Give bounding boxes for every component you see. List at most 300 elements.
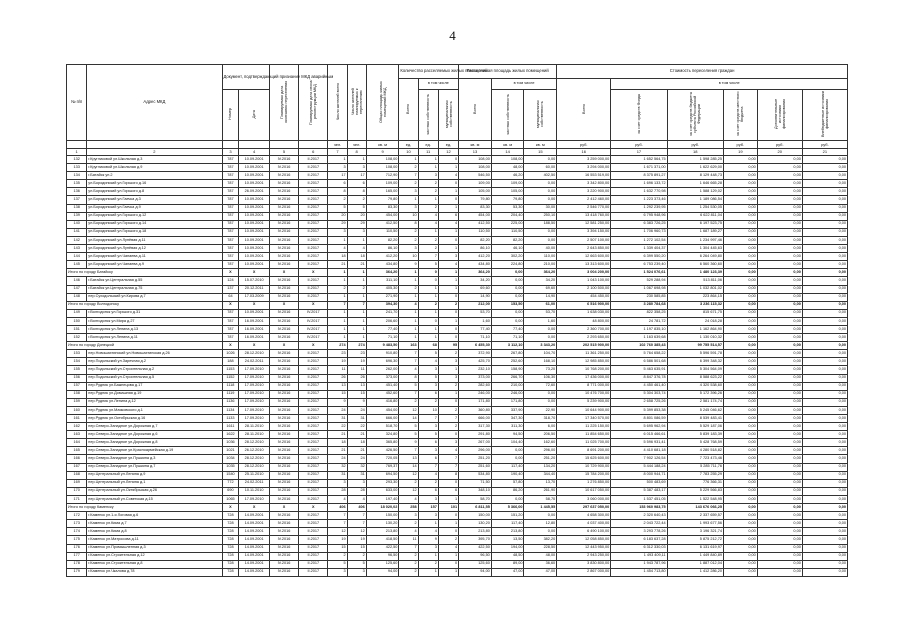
table-cell: 0,00: [757, 366, 802, 374]
table-cell: 17.09.2010: [239, 366, 269, 374]
table-cell: 13: [328, 382, 347, 390]
table-cell: 145: [67, 261, 87, 269]
table-cell: 159: [67, 398, 87, 406]
table-cell: 0,00: [757, 415, 802, 423]
table-cell: 0,00: [491, 447, 524, 455]
table-cell: 251,20: [459, 455, 492, 463]
header-cnt-in-that: в том числе: [418, 79, 459, 90]
table-cell: 1 622 629,00: [667, 164, 723, 172]
table-cell: IV.2016: [269, 382, 298, 390]
table-cell: 0,00: [757, 180, 802, 188]
table-cell: 117,40: [491, 520, 524, 528]
table-cell: 99 755 514,57: [667, 342, 723, 350]
table-cell: 434,80: [366, 261, 399, 269]
table-cell: 9 483,50: [366, 342, 399, 350]
table-cell: 296,00: [524, 447, 557, 455]
table-cell: 9: [418, 536, 438, 544]
table-cell: 787: [222, 156, 239, 164]
table-cell: IV.2017: [299, 325, 328, 333]
table-cell: 1 043 100,00: [557, 277, 611, 285]
table-cell: 82,20: [491, 236, 524, 244]
table-cell: 6 399 348,32: [667, 358, 723, 366]
header-cost-local: за счет средств местного бюджета: [723, 90, 757, 141]
unit-cell: чел.: [328, 141, 347, 149]
table-cell: X: [299, 269, 328, 277]
table-cell: 2: [418, 236, 438, 244]
table-cell: IV.2016: [269, 293, 298, 301]
table-cell: 6 795 948,96: [611, 212, 667, 220]
address-cell: пер.Центральный ул.Ленина д.1: [87, 479, 222, 487]
table-cell: 29: [347, 220, 366, 228]
table-row: [67, 431, 848, 439]
table-cell: 12 581 250,00: [557, 220, 611, 228]
table-cell: 206,60: [366, 317, 399, 325]
table-cell: 83,30: [459, 204, 492, 212]
table-cell: 0: [438, 180, 458, 188]
table-cell: 4: [347, 495, 366, 503]
table-cell: 163: [399, 342, 418, 350]
table-cell: 0,00: [802, 374, 847, 382]
table-cell: 10.09.2001: [239, 212, 269, 220]
table-cell: 11: [399, 536, 418, 544]
table-cell: 772: [222, 479, 239, 487]
table-cell: 73,20: [524, 366, 557, 374]
table-cell: 61,00: [524, 301, 557, 309]
table-cell: 4: [438, 261, 458, 269]
address-cell: г.Батайск ул.Центральная д.75: [87, 285, 222, 293]
table-row: [67, 423, 848, 431]
table-cell: 0,00: [723, 293, 757, 301]
table-cell: 1: [399, 293, 418, 301]
table-cell: 4: [399, 366, 418, 374]
table-cell: 8: [438, 471, 458, 479]
table-cell: 130,20: [366, 520, 399, 528]
table-row: [67, 236, 848, 244]
table-cell: 0,00: [491, 269, 524, 277]
table-cell: 24: [328, 406, 347, 414]
table-cell: 274: [347, 342, 366, 350]
table-cell: 1: [438, 228, 458, 236]
table-cell: 0,00: [802, 228, 847, 236]
table-cell: IV.2016: [269, 350, 298, 358]
table-cell: 0,00: [723, 447, 757, 455]
table-cell: 12 985 850,00: [557, 358, 611, 366]
table-cell: 28.12.2010: [239, 463, 269, 471]
table-cell: 0,00: [802, 325, 847, 333]
address-cell: пер.Северо-Западное ул.Пушкина д.3: [87, 455, 222, 463]
table-cell: 0,00: [802, 293, 847, 301]
table-cell: 0,00: [757, 245, 802, 253]
table-cell: 10.09.2001: [239, 164, 269, 172]
table-cell: X: [239, 504, 269, 512]
table-cell: 7: [418, 253, 438, 261]
table-cell: 0,00: [723, 406, 757, 414]
table-cell: 0,00: [723, 285, 757, 293]
table-cell: 89,00: [491, 560, 524, 568]
table-cell: 13 418 760,00: [557, 212, 611, 220]
table-cell: 5 463 635,91: [611, 366, 667, 374]
table-cell: 1: [418, 293, 438, 301]
column-number-cell: 15: [524, 149, 557, 156]
table-cell: 0,00: [723, 455, 757, 463]
table-cell: 178: [67, 560, 87, 568]
table-row: [67, 358, 848, 366]
table-cell: 3 394 150,00: [557, 228, 611, 236]
table-cell: 1: [328, 325, 347, 333]
table-cell: IV.2016: [269, 325, 298, 333]
header-address: Адрес МКД: [87, 65, 222, 141]
table-cell: 24: [347, 455, 366, 463]
table-cell: 1: [328, 269, 347, 277]
table-cell: 5 245 046,62: [667, 406, 723, 414]
table-cell: 0,00: [723, 382, 757, 390]
table-cell: 0,00: [491, 309, 524, 317]
table-cell: 6 753 239,40: [611, 261, 667, 269]
table-row: [67, 406, 848, 414]
table-cell: 36,60: [524, 560, 557, 568]
table-cell: X: [299, 504, 328, 512]
table-cell: 11 361 250,00: [557, 350, 611, 358]
table-cell: 0,00: [757, 504, 802, 512]
table-cell: 4 320 538,60: [667, 382, 723, 390]
table-row: [67, 520, 848, 528]
table-cell: 24.02.2011: [239, 479, 269, 487]
table-cell: X: [269, 301, 298, 309]
table-cell: 2: [399, 560, 418, 568]
column-number-cell: 8: [347, 149, 366, 156]
table-cell: 0,00: [723, 536, 757, 544]
table-cell: 1035: [222, 463, 239, 471]
table-cell: 1: [418, 196, 438, 204]
table-cell: 0,00: [723, 512, 757, 520]
table-cell: 7: [328, 512, 347, 520]
table-cell: II.2017: [299, 463, 328, 471]
table-cell: II.2017: [299, 212, 328, 220]
unit-cell: ед.: [418, 141, 438, 149]
table-cell: 0,00: [757, 285, 802, 293]
table-cell: 0,00: [757, 439, 802, 447]
header-area-group: Расселяемая площадь жилых помещений: [459, 65, 557, 79]
table-cell: 2: [418, 204, 438, 212]
table-cell: 0,00: [802, 156, 847, 164]
table-cell: 13: [347, 382, 366, 390]
table-cell: 0,00: [757, 301, 802, 309]
table-cell: 158: [67, 390, 87, 398]
table-cell: 1: [418, 156, 438, 164]
table-cell: 14.09.2001: [239, 520, 269, 528]
table-cell: 0,00: [491, 495, 524, 503]
table-cell: 1 223 373,46: [611, 196, 667, 204]
table-cell: 7: [399, 544, 418, 552]
table-cell: 108,00: [459, 164, 492, 172]
unit-cell: чел.: [347, 141, 366, 149]
address-cell: г.Батайск ул.Центральная д.55: [87, 277, 222, 285]
table-cell: 6: [418, 487, 438, 495]
table-cell: 155: [67, 366, 87, 374]
table-cell: 8 771 000,00: [557, 382, 611, 390]
table-cell: 6 586 501,68: [611, 358, 667, 366]
table-cell: 0,00: [757, 236, 802, 244]
address-cell: пер.Новошахтинский ул.Новошахтинская д.26: [87, 350, 222, 358]
table-cell: 0,00: [757, 350, 802, 358]
table-cell: 1: [438, 204, 458, 212]
table-cell: 0,00: [723, 212, 757, 220]
table-cell: 0,00: [723, 544, 757, 552]
table-cell: 79,80: [459, 196, 492, 204]
table-cell: 10 617 050,00: [557, 487, 611, 495]
table-cell: 0,00: [723, 220, 757, 228]
table-cell: 3: [438, 253, 458, 261]
address-cell: пер.Рудник ул.Ленина д.12: [87, 398, 222, 406]
table-cell: 1: [418, 552, 438, 560]
table-cell: 0,00: [757, 253, 802, 261]
table-cell: 28.12.2010: [239, 439, 269, 447]
table-cell: 17.09.2010: [239, 495, 269, 503]
table-cell: 7: [399, 172, 418, 180]
table-cell: 213,80: [491, 528, 524, 536]
table-cell: 1: [438, 495, 458, 503]
table-cell: 94,50: [491, 431, 524, 439]
table-cell: 1: [399, 156, 418, 164]
table-cell: 21: [347, 261, 366, 269]
table-cell: 1: [438, 568, 458, 576]
table-cell: IV.2016: [269, 447, 298, 455]
table-cell: 18: [347, 439, 366, 447]
table-cell: 0,00: [757, 463, 802, 471]
table-cell: IV.2016: [269, 188, 298, 196]
table-cell: 9: [347, 398, 366, 406]
table-cell: X: [222, 301, 239, 309]
unit-cell: [222, 141, 239, 149]
table-cell: 2: [399, 164, 418, 172]
table-cell: 0,00: [757, 431, 802, 439]
table-cell: 2: [438, 350, 458, 358]
table-cell: 77,40: [366, 325, 399, 333]
table-cell: 0,00: [802, 455, 847, 463]
table-cell: 16.09.2001: [239, 334, 269, 342]
table-cell: 17.09.2010: [239, 415, 269, 423]
column-number-cell: 16: [557, 149, 611, 156]
table-cell: 3: [347, 479, 366, 487]
table-cell: 360,80: [459, 406, 492, 414]
table-cell: 3 196 321,74: [667, 528, 723, 536]
table-cell: 172: [67, 512, 87, 520]
table-cell: 16.09.2001: [239, 317, 269, 325]
address-cell: пер.Центральный ул.Октябрьская д.26: [87, 487, 222, 495]
table-cell: 1: [347, 309, 366, 317]
table-cell: 0,00: [723, 236, 757, 244]
table-cell: 16 553 519,00: [557, 172, 611, 180]
table-cell: 143 676 066,25: [667, 504, 723, 512]
table-cell: 8: [347, 188, 366, 196]
table-cell: IV.2016: [269, 463, 298, 471]
table-cell: 57,80: [491, 479, 524, 487]
table-cell: 546,50: [459, 172, 492, 180]
table-cell: 34,20: [459, 277, 492, 285]
table-cell: 1: [438, 317, 458, 325]
table-cell: 2: [347, 285, 366, 293]
table-cell: 14.09.2001: [239, 568, 269, 576]
table-cell: 23: [328, 350, 347, 358]
unit-cell: [269, 141, 298, 149]
unit-cell: руб.: [611, 141, 667, 149]
table-row: [67, 455, 848, 463]
table-cell: 787: [222, 188, 239, 196]
table-cell: 1: [438, 366, 458, 374]
table-cell: 12: [399, 487, 418, 495]
table-cell: 1 706 960,73: [611, 228, 667, 236]
table-cell: 0,00: [723, 439, 757, 447]
column-number-cell: 2: [87, 149, 222, 156]
address-cell: г.Волгодонск ул.Горького д.31: [87, 309, 222, 317]
table-cell: 6: [418, 455, 438, 463]
header-cost-extra: Дополнительные источники финансирования: [757, 90, 802, 141]
table-cell: 8 129 448,73: [667, 172, 723, 180]
table-cell: II.2017: [299, 358, 328, 366]
table-cell: 162: [67, 423, 87, 431]
table-cell: 13 313 600,00: [557, 261, 611, 269]
table-cell: 162,60: [524, 439, 557, 447]
table-cell: 344,40: [524, 471, 557, 479]
table-cell: 0: [438, 431, 458, 439]
table-cell: 2: [418, 560, 438, 568]
table-cell: 6: [418, 390, 438, 398]
table-cell: II.2017: [299, 528, 328, 536]
table-cell: 17: [328, 172, 347, 180]
table-row: [67, 479, 848, 487]
table-row: [67, 382, 848, 390]
table-cell: 1 598 285,25: [667, 156, 723, 164]
table-cell: 24: [347, 406, 366, 414]
table-cell: 77,40: [491, 325, 524, 333]
table-cell: 0,00: [723, 317, 757, 325]
address-cell: пер.Рудник ул.Октябрьская д.16: [87, 415, 222, 423]
table-cell: 666,00: [366, 415, 399, 423]
unit-cell: руб.: [723, 141, 757, 149]
table-cell: 2 643 850,00: [557, 245, 611, 253]
table-cell: 324,80: [366, 431, 399, 439]
table-cell: IV.2017: [299, 309, 328, 317]
table-cell: 11 225 150,00: [557, 423, 611, 431]
table-cell: 0,00: [491, 293, 524, 301]
header-area-in-that: в том числе: [491, 79, 556, 90]
table-cell: 21: [347, 431, 366, 439]
column-number-cell: 17: [611, 149, 667, 156]
table-cell: 262,00: [366, 366, 399, 374]
table-row: [67, 390, 848, 398]
table-cell: 8: [399, 374, 418, 382]
table-cell: II.2017: [299, 520, 328, 528]
table-cell: 0,00: [802, 366, 847, 374]
table-cell: 0,00: [757, 495, 802, 503]
table-cell: 7: [399, 447, 418, 455]
table-cell: 1 687 189,27: [667, 228, 723, 236]
table-row: [67, 398, 848, 406]
table-cell: 12: [347, 528, 366, 536]
table-cell: 246,00: [491, 390, 524, 398]
table-cell: 1 032 801,02: [667, 285, 723, 293]
table-cell: 372,90: [459, 350, 492, 358]
table-row: [67, 366, 848, 374]
table-cell: 46,10: [491, 245, 524, 253]
table-row: [67, 285, 848, 293]
table-cell: 395,70: [459, 536, 492, 544]
table-cell: 1065: [222, 495, 239, 503]
subtotal-row: [67, 342, 848, 350]
table-cell: 291,80: [459, 431, 492, 439]
table-cell: 7: [418, 463, 438, 471]
unit-cell: кв. м: [491, 141, 524, 149]
table-cell: X: [269, 342, 298, 350]
table-cell: 690: [222, 487, 239, 495]
table-cell: X: [222, 504, 239, 512]
table-cell: X: [299, 301, 328, 309]
address-cell: ул.Бородинский ул.Горького д.16: [87, 180, 222, 188]
table-cell: IV.2016: [269, 228, 298, 236]
table-cell: 17: [347, 172, 366, 180]
table-cell: 0,00: [757, 423, 802, 431]
table-cell: 402,50: [524, 172, 557, 180]
table-cell: 4: [328, 495, 347, 503]
address-cell: ул.Бородинский ул.Горького д.12: [87, 212, 222, 220]
table-cell: 7 783 255,29: [667, 471, 723, 479]
table-cell: 1: [328, 293, 347, 301]
table-cell: 0: [438, 334, 458, 342]
table-cell: 251,60: [459, 463, 492, 471]
table-cell: 1: [399, 317, 418, 325]
table-cell: 1 887 012,04: [667, 560, 723, 568]
table-cell: 1 671 371,00: [611, 164, 667, 172]
header-cost-excess: Внебюджетные источники финансирования: [802, 90, 847, 141]
table-cell: 0,00: [757, 552, 802, 560]
table-cell: 96,50: [366, 552, 399, 560]
table-cell: 0: [418, 317, 438, 325]
table-cell: II.2017: [299, 455, 328, 463]
table-cell: 8: [328, 188, 347, 196]
table-cell: 2 658 725,26: [611, 398, 667, 406]
table-cell: 9: [328, 398, 347, 406]
table-cell: 7: [328, 301, 347, 309]
table-cell: 156: [67, 374, 87, 382]
table-cell: 10.09.2001: [239, 196, 269, 204]
table-cell: 1 272 102,54: [611, 236, 667, 244]
table-cell: 9: [399, 439, 418, 447]
table-cell: 101: [438, 504, 458, 512]
table-cell: 71,10: [366, 334, 399, 342]
table-cell: 6 183 637,28: [611, 536, 667, 544]
table-cell: 12 663 600,00: [557, 253, 611, 261]
table-row: [67, 325, 848, 333]
table-cell: II.2017: [299, 350, 328, 358]
table-cell: 210,00: [524, 261, 557, 269]
table-cell: 23: [347, 350, 366, 358]
table-cell: 454,00: [366, 212, 399, 220]
table-cell: 10: [399, 253, 418, 261]
table-cell: 0,00: [757, 455, 802, 463]
unit-cell: [67, 141, 87, 149]
table-row: [67, 568, 848, 576]
table-cell: 0,00: [757, 406, 802, 414]
table-cell: 0,00: [802, 204, 847, 212]
table-row: [67, 253, 848, 261]
table-row: [67, 220, 848, 228]
table-cell: 8 000 944,71: [611, 471, 667, 479]
table-cell: 250,10: [524, 212, 557, 220]
unit-cell: ед.: [399, 141, 418, 149]
table-cell: 11: [347, 366, 366, 374]
table-cell: IV.2016: [269, 471, 298, 479]
table-body: [67, 156, 848, 577]
